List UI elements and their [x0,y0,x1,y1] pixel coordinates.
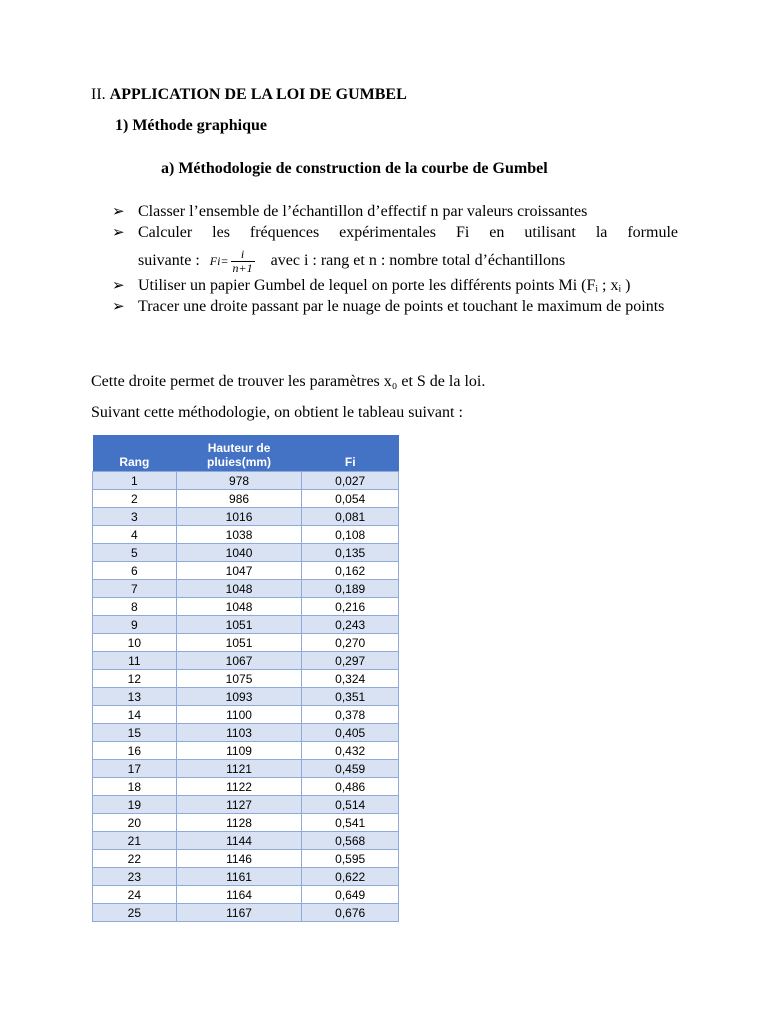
table-cell: 1038 [176,526,302,544]
table-cell: 1128 [176,814,302,832]
bullet-line: Calculer les fréquences expérimentales Fi en utilisant la formule [138,224,678,241]
table-row [93,778,399,796]
table-cell: 0,162 [302,562,399,580]
formula-fraction: $\frac{i}{n+1}$ [232,247,253,275]
table-cell: 1127 [176,796,302,814]
table-cell: 0,189 [302,580,399,598]
data-table [92,435,399,922]
table-cell: 0,459 [302,760,399,778]
table-row [93,724,399,742]
table-cell: 1047 [176,562,302,580]
formula-lhs: Fi= [209,254,229,269]
table-cell: 24 [93,886,177,904]
arrow-bullet-icon: ➢ [112,202,125,220]
table-cell: 1146 [176,850,302,868]
table-cell: 0,622 [302,868,399,886]
column-header-rang: Rang [93,435,177,472]
table-cell: 22 [93,850,177,868]
table-cell: 1016 [176,508,302,526]
table-cell: 9 [93,616,177,634]
subsection-heading: 1) Méthode graphique [115,117,267,134]
table-row [93,850,399,868]
table-cell: 1164 [176,886,302,904]
table-cell: 1051 [176,634,302,652]
table-cell: 21 [93,832,177,850]
section-heading [91,86,407,104]
table-cell: 15 [93,724,177,742]
table-row [93,904,399,922]
table-cell: 0,432 [302,742,399,760]
section-number: II. [91,86,106,103]
table-cell: 17 [93,760,177,778]
table-row [93,634,399,652]
table-row [93,526,399,544]
table-cell: 1093 [176,688,302,706]
table-row [93,508,399,526]
table-cell: 0,243 [302,616,399,634]
section-title: APPLICATION DE LA LOI DE GUMBEL [109,86,407,103]
table-cell: 0,405 [302,724,399,742]
column-header-fi: Fi [302,435,399,472]
table-cell: 1161 [176,868,302,886]
table-cell: 0,270 [302,634,399,652]
table-cell: 20 [93,814,177,832]
table-header-row [93,435,399,472]
table-row [93,742,399,760]
table-row [93,472,399,490]
table-cell: 1051 [176,616,302,634]
table-cell: 1048 [176,580,302,598]
arrow-bullet-icon: ➢ [112,223,125,241]
table-cell: 986 [176,490,302,508]
bullet-list [112,201,678,317]
table-cell: 1067 [176,652,302,670]
table-cell: 1103 [176,724,302,742]
table-cell: 1121 [176,760,302,778]
list-item: ➢ Tracer une droite passant par le nuage de points et touchant le maximum de points [112,297,665,315]
table-cell: 8 [93,598,177,616]
paragraph: Suivant cette méthodologie, on obtient le tableau suivant : [91,404,463,421]
list-item: ➢ Utiliser un papier Gumbel de lequel on porte les différents points Mi (Fᵢ ; xᵢ ) [112,276,631,294]
table-cell: 4 [93,526,177,544]
table-cell: 0,216 [302,598,399,616]
table-cell: 0,108 [302,526,399,544]
list-item: ➢ Classer l’ensemble de l’échantillon d’effectif n par valeurs croissantes [112,202,588,220]
table-cell: 10 [93,634,177,652]
table-cell: 0,514 [302,796,399,814]
table-cell: 1109 [176,742,302,760]
table-cell: 0,541 [302,814,399,832]
table-cell: 11 [93,652,177,670]
table-body [93,472,399,922]
table-cell: 19 [93,796,177,814]
table-cell: 0,081 [302,508,399,526]
table-cell: 0,054 [302,490,399,508]
table-row [93,670,399,688]
arrow-bullet-icon: ➢ [112,276,125,294]
column-header-hauteur: Hauteur de pluies(mm) [176,435,302,472]
table-cell: 0,595 [302,850,399,868]
table-row [93,652,399,670]
table-row [93,490,399,508]
table-row [93,580,399,598]
table-cell: 1122 [176,778,302,796]
table-cell: 1100 [176,706,302,724]
subsubsection-heading: a) Méthodologie de construction de la courbe de Gumbel [161,160,548,177]
table-cell: 1075 [176,670,302,688]
table-cell: 3 [93,508,177,526]
table-row [93,868,399,886]
table-cell: 13 [93,688,177,706]
table-cell: 0,568 [302,832,399,850]
table-cell: 18 [93,778,177,796]
table-row [93,544,399,562]
table-cell: 16 [93,742,177,760]
table-cell: 0,378 [302,706,399,724]
table-cell: 0,649 [302,886,399,904]
table-row [93,616,399,634]
formula-line: suivante : Fi= $\frac{i}{n+1}$ avec i : rang et n : nombre total d’échantillons [138,247,566,275]
table-cell: 0,676 [302,904,399,922]
table-cell: 0,324 [302,670,399,688]
table-cell: 2 [93,490,177,508]
table-cell: 1040 [176,544,302,562]
table-cell: 1 [93,472,177,490]
table-cell: 14 [93,706,177,724]
table-cell: 1048 [176,598,302,616]
table-row [93,886,399,904]
table-row [93,760,399,778]
table-cell: 6 [93,562,177,580]
table-cell: 7 [93,580,177,598]
table-cell: 1144 [176,832,302,850]
table-cell: 5 [93,544,177,562]
table-cell: 25 [93,904,177,922]
table-cell: 1167 [176,904,302,922]
table-cell: 0,486 [302,778,399,796]
table-cell: 0,297 [302,652,399,670]
arrow-bullet-icon: ➢ [112,297,125,315]
table-cell: 23 [93,868,177,886]
table-cell: 12 [93,670,177,688]
table-cell: 0,351 [302,688,399,706]
table-row [93,688,399,706]
list-item [112,222,678,274]
paragraph: Cette droite permet de trouver les paramètres x₀ et S de la loi. [91,373,486,390]
table-row [93,706,399,724]
table-cell: 0,135 [302,544,399,562]
table-cell: 978 [176,472,302,490]
table-row [93,814,399,832]
table-row [93,832,399,850]
table-cell: 0,027 [302,472,399,490]
table-row [93,598,399,616]
table-row [93,796,399,814]
table-row [93,562,399,580]
